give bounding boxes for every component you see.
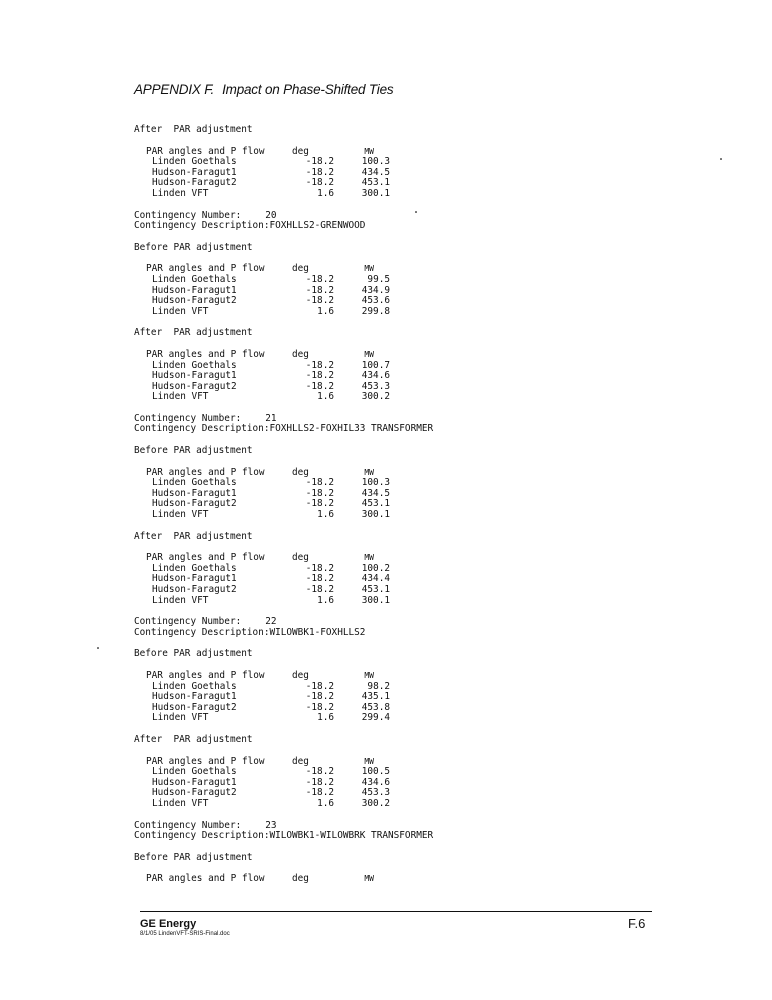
flow-mw: 453.3	[361, 787, 390, 799]
column-header-mw: MW	[364, 670, 374, 680]
flow-mw: 300.1	[361, 594, 390, 606]
footer-company: GE Energy	[140, 918, 197, 930]
table-row	[146, 307, 534, 318]
column-header-par: PAR angles and P flow	[146, 348, 265, 360]
tie-name: Hudson-Faragut2	[152, 177, 237, 189]
table-header-row	[146, 671, 534, 682]
flow-mw: 453.8	[361, 701, 390, 713]
angle-deg: 1.6	[317, 391, 334, 403]
column-header-deg: deg	[292, 755, 309, 767]
tie-name: Linden VFT	[152, 187, 209, 199]
tie-name: Hudson-Faragut1	[152, 284, 237, 296]
angle-deg: 1.6	[317, 797, 334, 809]
flow-mw: 453.1	[361, 177, 390, 189]
column-header-par: PAR angles and P flow	[146, 552, 265, 564]
flow-mw: 100.2	[361, 562, 390, 574]
table-header-row	[146, 874, 534, 885]
tie-name: Hudson-Faragut2	[152, 498, 237, 510]
adjustment-heading: Before PAR adjustment	[134, 445, 253, 457]
adjustment-heading: Before PAR adjustment	[134, 648, 253, 660]
angle-deg: -18.2	[305, 477, 334, 489]
table-row	[146, 510, 534, 521]
contingency-number: 22	[265, 616, 277, 628]
column-header-mw: MW	[364, 756, 374, 766]
angle-deg: 1.6	[317, 712, 334, 724]
tie-name: Linden VFT	[152, 391, 209, 403]
adjustment-heading: Before PAR adjustment	[134, 241, 253, 253]
appendix-label: APPENDIX F.	[134, 82, 215, 97]
angle-deg: 1.6	[317, 509, 334, 521]
tie-name: Linden VFT	[152, 712, 209, 724]
tie-name: Linden Goethals	[152, 477, 237, 489]
tie-name: Hudson-Faragut2	[152, 701, 237, 713]
tie-name: Linden Goethals	[152, 680, 237, 692]
column-header-mw: MW	[364, 349, 374, 359]
column-header-deg: deg	[292, 552, 309, 564]
flow-mw: 453.6	[361, 295, 390, 307]
contingency-number: 20	[265, 209, 277, 221]
tie-name: Linden Goethals	[152, 766, 237, 778]
angle-deg: -18.2	[305, 380, 334, 392]
flow-mw: 434.5	[361, 166, 390, 178]
par-table	[146, 671, 534, 724]
angle-deg: -18.2	[305, 177, 334, 189]
contingency-block	[134, 821, 534, 842]
column-header-mw: MW	[364, 874, 374, 884]
document-body	[134, 125, 534, 896]
column-header-deg: deg	[292, 669, 309, 681]
angle-deg: -18.2	[305, 370, 334, 382]
table-row	[146, 799, 534, 810]
contingency-description: Contingency Description:FOXHLLS2-FOXHIL33 TRANSFORMER	[134, 423, 434, 435]
column-header-par: PAR angles and P flow	[146, 755, 265, 767]
angle-deg: -18.2	[305, 487, 334, 499]
par-table	[146, 147, 534, 200]
adjustment-heading: After PAR adjustment	[134, 733, 253, 745]
contingency-description: Contingency Description:WILOWBK1-WILOWBRK TRANSFORMER	[134, 830, 434, 842]
adjustment-heading: After PAR adjustment	[134, 327, 253, 339]
tie-name: Linden Goethals	[152, 273, 237, 285]
contingency-number: 23	[265, 819, 277, 831]
flow-mw: 434.4	[361, 573, 390, 585]
contingency-number-label: Contingency Number:	[134, 209, 242, 221]
angle-deg: -18.2	[305, 498, 334, 510]
par-table	[146, 264, 534, 317]
contingency-block	[134, 414, 534, 435]
table-row	[146, 189, 534, 200]
column-header-par: PAR angles and P flow	[146, 145, 265, 157]
footer-left	[140, 918, 230, 937]
scan-speck	[97, 647, 99, 649]
table-row	[146, 392, 534, 403]
table-row	[146, 585, 534, 596]
contingency-number-label: Contingency Number:	[134, 616, 242, 628]
par-table	[146, 350, 534, 403]
flow-mw: 300.2	[361, 391, 390, 403]
adjustment-heading: After PAR adjustment	[134, 124, 253, 135]
angle-deg: -18.2	[305, 766, 334, 778]
contingency-description: Contingency Description:WILOWBK1-FOXHLLS2	[134, 626, 366, 638]
flow-mw: 434.9	[361, 284, 390, 296]
flow-mw: 100.3	[361, 477, 390, 489]
flow-mw: 300.1	[361, 509, 390, 521]
contingency-block	[134, 617, 534, 638]
contingency-block	[134, 211, 534, 232]
tie-name: Hudson-Faragut2	[152, 787, 237, 799]
tie-name: Linden VFT	[152, 305, 209, 317]
par-table	[146, 874, 534, 885]
column-header-mw: MW	[364, 264, 374, 274]
angle-deg: -18.2	[305, 295, 334, 307]
contingency-number: 21	[265, 412, 277, 424]
angle-deg: -18.2	[305, 776, 334, 788]
tie-name: Linden Goethals	[152, 562, 237, 574]
angle-deg: -18.2	[305, 584, 334, 595]
angle-deg: -18.2	[305, 680, 334, 692]
tie-name: Hudson-Faragut1	[152, 487, 237, 499]
flow-mw: 300.1	[361, 187, 390, 199]
table-row	[146, 713, 534, 724]
adjustment-heading: Before PAR adjustment	[134, 851, 253, 863]
footer-divider	[140, 911, 652, 912]
column-header-mw: MW	[364, 467, 374, 477]
column-header-deg: deg	[292, 263, 309, 275]
column-header-par: PAR angles and P flow	[146, 669, 265, 681]
angle-deg: 1.6	[317, 305, 334, 317]
tie-name: Hudson-Faragut2	[152, 380, 237, 392]
column-header-mw: MW	[364, 553, 374, 563]
flow-mw: 100.3	[361, 156, 390, 168]
angle-deg: -18.2	[305, 701, 334, 713]
table-row	[146, 596, 534, 607]
angle-deg: 1.6	[317, 187, 334, 199]
par-table	[146, 468, 534, 521]
column-header-par: PAR angles and P flow	[146, 873, 265, 885]
column-header-mw: MW	[364, 146, 374, 156]
column-header-deg: deg	[292, 466, 309, 478]
column-header-deg: deg	[292, 873, 309, 885]
flow-mw: 300.2	[361, 797, 390, 809]
tie-name: Linden VFT	[152, 509, 209, 521]
flow-mw: 299.4	[361, 712, 390, 724]
angle-deg: -18.2	[305, 787, 334, 799]
tie-name: Hudson-Faragut2	[152, 295, 237, 307]
flow-mw: 299.8	[361, 305, 390, 317]
angle-deg: -18.2	[305, 359, 334, 371]
tie-name: Linden VFT	[152, 797, 209, 809]
column-header-par: PAR angles and P flow	[146, 263, 265, 275]
tie-name: Hudson-Faragut1	[152, 691, 237, 703]
par-table	[146, 757, 534, 810]
appendix-title: Impact on Phase-Shifted Ties	[222, 82, 394, 97]
angle-deg: -18.2	[305, 573, 334, 585]
footer-filename: 8/1/05 LindenVFT-SRIS-Final.doc	[140, 931, 230, 937]
adjustment-heading: After PAR adjustment	[134, 530, 253, 542]
flow-mw: 98.2	[367, 680, 390, 692]
flow-mw: 434.6	[361, 776, 390, 788]
contingency-number-label: Contingency Number:	[134, 412, 242, 424]
flow-mw: 453.3	[361, 380, 390, 392]
contingency-number-label: Contingency Number:	[134, 819, 242, 831]
tie-name: Hudson-Faragut1	[152, 370, 237, 382]
angle-deg: -18.2	[305, 273, 334, 285]
angle-deg: -18.2	[305, 284, 334, 296]
table-header-row	[146, 350, 534, 361]
par-table	[146, 553, 534, 606]
column-header-deg: deg	[292, 145, 309, 157]
angle-deg: 1.6	[317, 594, 334, 606]
flow-mw: 100.7	[361, 359, 390, 371]
tie-name: Linden Goethals	[152, 359, 237, 371]
angle-deg: -18.2	[305, 562, 334, 574]
tie-name: Hudson-Faragut1	[152, 776, 237, 788]
page-header	[134, 82, 393, 97]
flow-mw: 435.1	[361, 691, 390, 703]
flow-mw: 100.5	[361, 766, 390, 778]
flow-mw: 99.5	[367, 273, 390, 285]
column-header-deg: deg	[292, 348, 309, 360]
tie-name: Hudson-Faragut1	[152, 573, 237, 585]
page-number: F.6	[628, 916, 646, 931]
scan-speck	[720, 158, 722, 160]
angle-deg: -18.2	[305, 166, 334, 178]
flow-mw: 453.1	[361, 498, 390, 510]
angle-deg: -18.2	[305, 156, 334, 168]
tie-name: Hudson-Faragut1	[152, 166, 237, 178]
flow-mw: 453.1	[361, 584, 390, 595]
tie-name: Linden Goethals	[152, 156, 237, 168]
flow-mw: 434.6	[361, 370, 390, 382]
scan-speck	[415, 211, 417, 213]
tie-name: Linden VFT	[152, 594, 209, 606]
flow-mw: 434.5	[361, 487, 390, 499]
column-header-par: PAR angles and P flow	[146, 466, 265, 478]
contingency-description: Contingency Description:FOXHLLS2-GRENWOOD	[134, 220, 366, 232]
table-row	[146, 275, 534, 286]
angle-deg: -18.2	[305, 691, 334, 703]
tie-name: Hudson-Faragut2	[152, 584, 237, 595]
